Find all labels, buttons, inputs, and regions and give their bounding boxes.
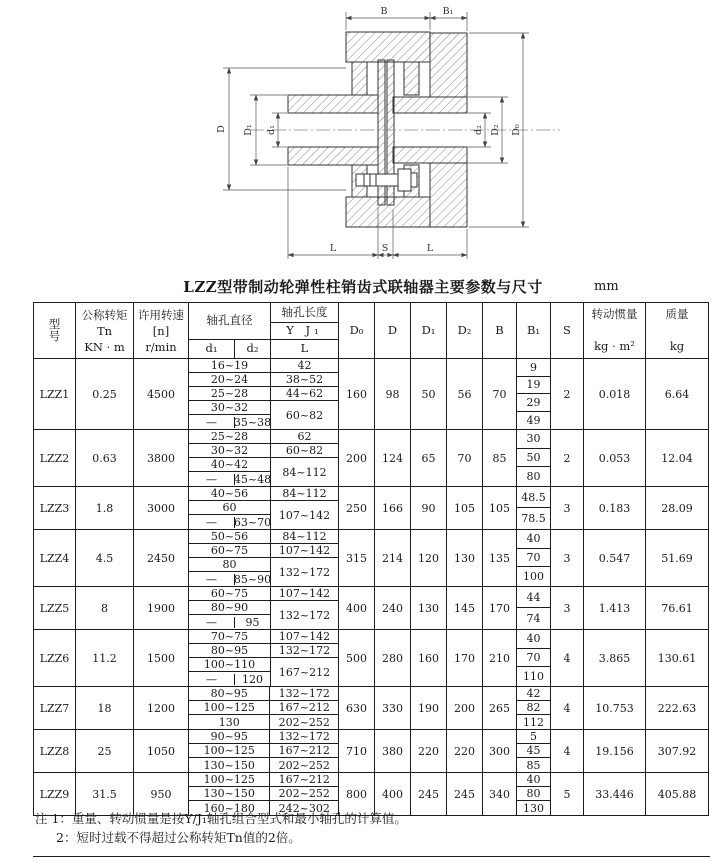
cell-D2: 56 — [447, 359, 483, 429]
cell-torque: 25 — [76, 730, 134, 772]
cell-B1-stack — [517, 730, 551, 772]
B1-value: 112 — [523, 715, 544, 729]
bore-length-stack — [270, 630, 338, 686]
bore-diameter-stack — [189, 530, 270, 586]
dim-label-B1: B₁ — [442, 6, 454, 17]
cell-S: 5 — [551, 773, 584, 815]
cell-B: 210 — [483, 630, 517, 686]
bore-length-value: 107~142 — [278, 508, 331, 522]
table-row — [34, 630, 709, 687]
bore-diameter-subrow: 30~32 — [189, 401, 270, 415]
header-speed: 许用转速 [n] r/min — [134, 303, 189, 358]
cell-bore-group — [189, 587, 339, 629]
header-bore-diameter: 轴孔直径 — [189, 303, 270, 340]
cell-bore-group — [189, 487, 339, 529]
bore-diameter-subrow: 100~125 — [189, 701, 269, 715]
B1-value: 9 — [517, 359, 550, 377]
cell-bore-group — [189, 687, 339, 729]
cell-S: 4 — [551, 730, 584, 772]
table-row — [34, 730, 709, 773]
cell-speed: 2450 — [134, 530, 189, 586]
title-row — [0, 276, 726, 300]
bore-diameter-subrow: 60 — [189, 501, 270, 515]
cell-D2: 200 — [447, 687, 483, 729]
table-notes — [33, 806, 710, 857]
bore-diameter-subrow-split — [189, 572, 270, 586]
B1-value: 70 — [517, 549, 550, 568]
bore-length-stack — [270, 359, 338, 429]
bore-length-value: 107~142 — [271, 544, 338, 558]
header-D0: D₀ — [339, 303, 375, 358]
cell-model: LZZ1 — [34, 359, 76, 429]
cell-D1: 245 — [411, 773, 447, 815]
cell-S: 3 — [551, 530, 584, 586]
bore-diameter-subrow-split — [189, 515, 270, 529]
bore-diameter-subrow: 130~150 — [203, 758, 255, 772]
cell-S: 4 — [551, 630, 584, 686]
header-torque: 公称转矩 Tn KN · m — [76, 303, 134, 358]
bore-length-value: 202~252 — [278, 715, 330, 729]
bore-diameter-subrow: 60~75 — [189, 544, 270, 558]
cell-D2: 220 — [447, 730, 483, 772]
cell-B: 340 — [483, 773, 517, 815]
B1-value: 29 — [517, 394, 550, 412]
cell-D1: 90 — [411, 487, 447, 529]
dim-label-d2: d₂ — [473, 125, 484, 135]
B1-value: 40 — [517, 630, 550, 649]
B1-value: 85 — [526, 758, 541, 772]
cell-mass: 51.69 — [646, 530, 709, 586]
cell-B: 265 — [483, 687, 517, 729]
bore-length-value: 132~172 — [270, 730, 338, 744]
cell-mass: 405.88 — [646, 773, 709, 815]
bore-length-value: 84~112 — [271, 530, 338, 544]
header-B: B — [483, 303, 517, 358]
cell-torque: 8 — [76, 587, 134, 629]
cell-B: 105 — [483, 487, 517, 529]
bore-length-value: 202~252 — [278, 758, 330, 772]
cell-D: 380 — [375, 730, 411, 772]
header-model: 型 号 — [34, 303, 76, 358]
cell-B1-stack — [517, 487, 551, 529]
B1-value: 42 — [517, 687, 550, 701]
dim-label-S: S — [381, 243, 389, 254]
bore-diameter-subrow: 90~95 — [189, 730, 269, 744]
bore-length-value: 167~212 — [270, 701, 338, 715]
cell-D: 330 — [375, 687, 411, 729]
cell-D0: 200 — [339, 430, 375, 486]
cell-D2: 245 — [447, 773, 483, 815]
bore-length-value: 132~172 — [270, 687, 338, 701]
header-d2: d₂ — [246, 341, 259, 356]
bore-diameter-subrow: 80 — [189, 558, 270, 572]
B1-value: 50 — [517, 449, 550, 468]
bore-length-value: 107~142 — [271, 630, 338, 644]
bore-diameter-subrow: 50~56 — [189, 530, 270, 544]
header-D1: D₁ — [411, 303, 447, 358]
header-B1: B₁ — [517, 303, 551, 358]
bore-diameter-subrow-split — [189, 415, 270, 429]
cell-inertia: 33.446 — [584, 773, 646, 815]
coupling-diagram — [0, 0, 726, 272]
cell-D2: 145 — [447, 587, 483, 629]
bore-d2-value: 35~38 — [233, 415, 272, 429]
cell-model: LZZ6 — [34, 630, 76, 686]
bore-diameter-subrow: 16~19 — [189, 359, 270, 373]
bore-length-stack — [269, 730, 338, 772]
cell-bore-group — [189, 430, 339, 486]
header-inertia: 转动惯量 kg · m² — [584, 303, 646, 358]
bore-d1-value: — — [189, 474, 235, 485]
cell-D1: 220 — [411, 730, 447, 772]
cell-torque: 18 — [76, 687, 134, 729]
cell-mass: 307.92 — [646, 730, 709, 772]
cell-torque: 11.2 — [76, 630, 134, 686]
cell-D2: 105 — [447, 487, 483, 529]
header-yj1: Y J₁ — [271, 323, 338, 340]
bore-length-value: 167~212 — [278, 665, 331, 679]
bore-diameter-subrow: 160~180 — [203, 801, 255, 815]
cell-B1-stack — [517, 630, 551, 686]
B1-value: 78.5 — [521, 512, 546, 525]
cell-speed: 1200 — [134, 687, 189, 729]
bore-d1-value: — — [189, 517, 235, 528]
cell-B: 300 — [483, 730, 517, 772]
cell-D0: 500 — [339, 630, 375, 686]
B1-value: 110 — [523, 670, 544, 684]
bore-length-value: 84~112 — [271, 487, 338, 501]
B1-value: 82 — [517, 701, 550, 715]
table-row — [34, 430, 709, 487]
B1-value: 70 — [517, 649, 550, 668]
cell-S: 3 — [551, 587, 584, 629]
cell-bore-group — [189, 630, 339, 686]
B1-value: 40 — [517, 530, 550, 549]
bore-diameter-subrow-split — [189, 672, 270, 686]
cell-D: 98 — [375, 359, 411, 429]
cell-S: 2 — [551, 359, 584, 429]
cell-inertia: 0.547 — [584, 530, 646, 586]
cell-speed: 3800 — [134, 430, 189, 486]
bore-length-stack — [270, 430, 338, 486]
cell-B: 135 — [483, 530, 517, 586]
bore-diameter-stack — [189, 687, 269, 729]
bore-length-value: 38~52 — [271, 373, 338, 387]
cell-speed: 1500 — [134, 630, 189, 686]
cell-speed: 4500 — [134, 359, 189, 429]
dim-label-D1: D₁ — [243, 124, 254, 136]
cell-D0: 160 — [339, 359, 375, 429]
cell-B1-stack — [517, 430, 551, 486]
bore-diameter-stack — [189, 730, 269, 772]
cell-D2: 170 — [447, 630, 483, 686]
cell-model: LZZ2 — [34, 430, 76, 486]
cell-bore-group — [189, 530, 339, 586]
cell-D1: 160 — [411, 630, 447, 686]
bore-diameter-subrow: 70~75 — [189, 630, 270, 644]
bore-diameter-subrow: 40~56 — [189, 487, 270, 501]
bore-diameter-stack — [189, 359, 270, 429]
bore-diameter-subrow: 130 — [218, 715, 240, 729]
cell-D0: 710 — [339, 730, 375, 772]
cell-S: 4 — [551, 687, 584, 729]
bore-diameter-subrow: 40~42 — [189, 458, 270, 472]
bore-d2-value: 95 — [245, 615, 260, 629]
cell-B1-stack — [517, 587, 551, 629]
bore-length-stack — [270, 487, 338, 529]
cell-speed: 1050 — [134, 730, 189, 772]
cell-torque: 0.63 — [76, 430, 134, 486]
cell-model: LZZ9 — [34, 773, 76, 815]
cell-D2: 130 — [447, 530, 483, 586]
cell-D0: 250 — [339, 487, 375, 529]
cell-bore-group — [189, 359, 339, 429]
bore-d1-value: — — [189, 574, 235, 585]
cell-B1-stack — [517, 530, 551, 586]
unit-label: mm — [594, 279, 619, 294]
header-mass: 质量 kg — [646, 303, 709, 358]
bore-diameter-subrow: 25~28 — [189, 387, 270, 401]
cell-D0: 800 — [339, 773, 375, 815]
header-D2: D₂ — [447, 303, 483, 358]
cell-model: LZZ5 — [34, 587, 76, 629]
header-S: S — [551, 303, 584, 358]
table-row — [34, 687, 709, 730]
page-title: LZZ型带制动轮弹性柱销齿式联轴器主要参数与尺寸 — [183, 278, 543, 296]
cell-D1: 50 — [411, 359, 447, 429]
bore-d1-value: — — [189, 674, 235, 685]
cell-B: 170 — [483, 587, 517, 629]
bore-length-value: 60~82 — [271, 444, 338, 458]
bore-d1-value: — — [189, 617, 235, 628]
dim-label-D: D — [216, 125, 227, 133]
B1-value: 40 — [517, 773, 550, 787]
cell-D1: 65 — [411, 430, 447, 486]
note-2: 2：短时过载不得超过公称转矩Tn值的2倍。 — [56, 830, 301, 845]
cell-D1: 130 — [411, 587, 447, 629]
bore-diameter-subrow-split — [189, 615, 270, 629]
dim-label-L-right: L — [426, 243, 434, 254]
parameters-table — [33, 302, 709, 816]
bore-length-value: 132~172 — [278, 608, 331, 622]
cell-speed: 950 — [134, 773, 189, 815]
bore-diameter-subrow: 25~28 — [189, 430, 270, 444]
bore-d2-value: 85~90 — [233, 572, 272, 586]
cell-D: 400 — [375, 773, 411, 815]
cell-D: 214 — [375, 530, 411, 586]
header-bore-length: 轴孔长度 — [271, 303, 338, 323]
table-row — [34, 587, 709, 630]
header-D: D — [375, 303, 411, 358]
bore-diameter-subrow: 80~90 — [189, 601, 270, 615]
B1-value: 5 — [517, 730, 550, 744]
B1-value: 30 — [517, 430, 550, 449]
bore-length-value: 44~62 — [271, 387, 338, 401]
bore-length-value: 62 — [271, 430, 338, 444]
cell-bore-group — [189, 730, 339, 772]
cell-inertia: 0.018 — [584, 359, 646, 429]
cell-inertia: 19.156 — [584, 730, 646, 772]
bore-d2-value: 120 — [242, 672, 263, 686]
cell-model: LZZ4 — [34, 530, 76, 586]
B1-value: 100 — [523, 570, 544, 584]
bore-diameter-subrow: 20~24 — [189, 373, 270, 387]
bore-diameter-stack — [189, 430, 270, 486]
dim-label-d1: d₁ — [266, 125, 277, 135]
bore-length-value: 60~82 — [285, 408, 324, 422]
B1-value: 80 — [517, 787, 550, 801]
cell-B1-stack — [517, 359, 551, 429]
header-L: L — [300, 341, 309, 356]
table-row — [34, 359, 709, 430]
cell-mass: 222.63 — [646, 687, 709, 729]
bore-diameter-subrow: 30~32 — [189, 444, 270, 458]
cell-S: 3 — [551, 487, 584, 529]
section-hatched-parts — [288, 32, 467, 227]
cell-model: LZZ7 — [34, 687, 76, 729]
table-row — [34, 530, 709, 587]
cell-mass: 76.61 — [646, 587, 709, 629]
bore-length-stack — [270, 587, 338, 629]
cell-B: 85 — [483, 430, 517, 486]
cell-inertia: 1.413 — [584, 587, 646, 629]
bore-length-stack — [269, 687, 338, 729]
cell-model: LZZ8 — [34, 730, 76, 772]
cell-torque: 0.25 — [76, 359, 134, 429]
cell-D: 166 — [375, 487, 411, 529]
cell-mass: 12.04 — [646, 430, 709, 486]
coupling-section-drawing — [0, 0, 726, 272]
cell-inertia: 10.753 — [584, 687, 646, 729]
cell-S: 2 — [551, 430, 584, 486]
bore-diameter-subrow: 80~95 — [189, 687, 269, 701]
dim-label-L-left: L — [329, 243, 337, 254]
cell-D: 240 — [375, 587, 411, 629]
bore-length-value: 242~302 — [278, 801, 330, 815]
B1-value: 130 — [523, 801, 544, 815]
bore-diameter-subrow: 100~110 — [189, 658, 270, 672]
bore-d2-value: 63~70 — [233, 515, 272, 529]
cell-speed: 1900 — [134, 587, 189, 629]
bore-length-value: 167~212 — [270, 773, 338, 787]
cell-mass: 28.09 — [646, 487, 709, 529]
cell-D0: 630 — [339, 687, 375, 729]
B1-value: 74 — [526, 612, 541, 625]
B1-value: 80 — [526, 470, 541, 484]
bore-length-stack — [270, 530, 338, 586]
B1-value: 19 — [517, 377, 550, 395]
cell-mass: 6.64 — [646, 359, 709, 429]
bore-diameter-subrow-split — [189, 472, 270, 486]
bore-diameter-subrow: 130~150 — [189, 787, 269, 801]
dim-label-D0: D₀ — [511, 124, 522, 136]
bore-diameter-stack — [189, 587, 270, 629]
bore-d1-value: — — [189, 417, 235, 428]
B1-value: 48.5 — [517, 487, 550, 508]
cell-D2: 70 — [447, 430, 483, 486]
note-1: 注 1：重量、转动惯量是按Y/J₁轴孔组合型式和最小轴孔的计算值。 — [35, 811, 407, 826]
cell-mass: 130.61 — [646, 630, 709, 686]
header-bore-group — [189, 303, 339, 358]
cell-D0: 400 — [339, 587, 375, 629]
B1-value: 45 — [517, 744, 550, 758]
bore-length-value: 107~142 — [271, 587, 338, 601]
bore-diameter-stack — [189, 630, 270, 686]
cell-B: 70 — [483, 359, 517, 429]
cell-B1-stack — [517, 687, 551, 729]
bore-d2-value: 45~48 — [233, 472, 272, 486]
bore-diameter-subrow: 100~125 — [189, 773, 269, 787]
dim-label-D2: D₂ — [490, 124, 501, 136]
cell-D: 124 — [375, 430, 411, 486]
bore-length-value: 42 — [271, 359, 338, 373]
bore-length-value: 202~252 — [270, 787, 338, 801]
bore-diameter-subrow: 60~75 — [189, 587, 270, 601]
bore-length-value: 167~212 — [270, 744, 338, 758]
cell-torque: 4.5 — [76, 530, 134, 586]
bore-diameter-stack — [189, 487, 270, 529]
bore-diameter-subrow: 80~95 — [189, 644, 270, 658]
bore-length-value: 84~112 — [282, 465, 327, 479]
bore-length-value: 132~172 — [278, 565, 331, 579]
cell-inertia: 0.183 — [584, 487, 646, 529]
bore-length-value: 132~172 — [271, 644, 338, 658]
cell-D1: 120 — [411, 530, 447, 586]
dim-label-B: B — [380, 6, 388, 17]
cell-inertia: 3.865 — [584, 630, 646, 686]
cell-speed: 3000 — [134, 487, 189, 529]
cell-torque: 1.8 — [76, 487, 134, 529]
B1-value: 44 — [517, 587, 550, 608]
B1-value: 49 — [526, 413, 541, 427]
cell-torque: 31.5 — [76, 773, 134, 815]
header-d1: d₁ — [189, 340, 235, 358]
cell-D0: 315 — [339, 530, 375, 586]
table-header-row — [34, 303, 709, 359]
bore-diameter-subrow: 100~125 — [189, 744, 269, 758]
cell-model: LZZ3 — [34, 487, 76, 529]
cell-D1: 190 — [411, 687, 447, 729]
cell-D: 280 — [375, 630, 411, 686]
cell-inertia: 0.053 — [584, 430, 646, 486]
table-row — [34, 487, 709, 530]
